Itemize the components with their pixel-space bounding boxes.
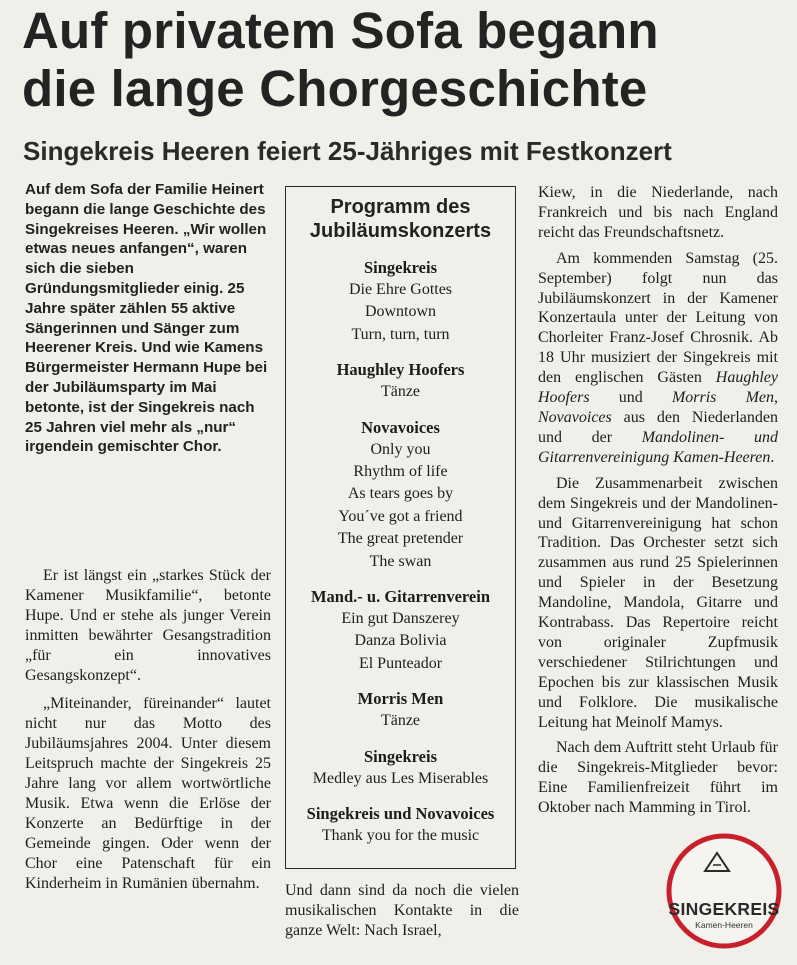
text-run: . — [770, 448, 775, 466]
logo-ring-icon — [665, 831, 783, 951]
program-list — [286, 257, 515, 848]
program-title-line-2: Jubiläumskonzerts — [309, 220, 492, 242]
singekreis-logo — [665, 831, 783, 951]
program-title — [286, 195, 515, 243]
lead-text: Auf dem Sofa der Familie Heinert begann die lange Geschichte des Singekreises Heeren. „Wir wollen etwas neues anfangen“, waren sich die sieben Gründungsmitglieder einig. 25 Jahre später zählen 55 aktive Sängerinnen und Sänger zum Heerener Kreis. Und wie Kamens Bürgermeister Hermann Hupe bei der Jubiläumsparty im Mai betonte, ist der Singekreis nach 25 Jahren viel mehr als „nur“ irgendein gemischter Chor. — [25, 181, 268, 456]
program-group-name: Haughley Hoofers — [336, 360, 465, 380]
program-group — [286, 586, 515, 675]
paragraph: Die Zusammenarbeit zwischen dem Singekreis und der Mandolinen- und Gitarrenvereinigung hat schon Tradition. Das Orchester setzt sich zusammen aus rund 25 Spielerinnen und Spieler in der Besetzung Mandoline, Mandola, Gitarre und Kontrabass. Das Repertoire reicht von originaler Zupfmusik verschiedener Stilrichtungen und Epochen bis zur klassischen Musik und Folklore. Die musikalische Leitung hat Meinolf Mamys. — [538, 474, 778, 731]
paragraph: Er ist längst ein „starkes Stück der Kamener Musikfamilie“, betonte Hupe. Und er stehe als junger Verein inmitten bewährter Gesangstradition „für ein innovatives Gesangskonzept“. — [25, 567, 271, 684]
program-group-name: Mand.- u. Gitarrenverein — [310, 587, 491, 607]
headline — [22, 2, 792, 118]
logo-subtitle: Kamen-Heeren — [695, 919, 753, 930]
program-group — [286, 359, 515, 403]
program-item: Medley aus Les Miserables — [312, 769, 489, 787]
headline-line-1: Auf privatem Sofa begann — [22, 2, 659, 59]
program-item: As tears goes by — [347, 485, 454, 503]
text-run: aus den Niederlanden und der — [538, 408, 778, 446]
paragraph: „Miteinander, füreinander“ lautet nicht nur das Motto des Jubiläumsjahres 2004. Unter diesem Leitspruch machte der Singekreis 25 Jahre lang vor allem wortwörtliche Musik. Etwa wenn die Erlöse der Konzerte an Bedürftige in der Gemeinde gingen. Oder wenn der Chor eine Patenschaft für ein Kinderheim in Rumänien übernahm. — [25, 695, 271, 892]
program-item: Thank you for the music — [321, 827, 480, 845]
program-item: Tänze — [380, 383, 421, 401]
program-group — [286, 803, 515, 847]
program-group-name: Singekreis — [363, 746, 438, 766]
program-item: Ein gut Danszerey — [341, 610, 460, 628]
program-item: Tänze — [380, 712, 421, 730]
program-group-name: Morris Men — [357, 689, 444, 709]
program-group-name: Singekreis — [363, 258, 438, 277]
program-title-line-1: Programm des — [330, 196, 471, 218]
program-group — [286, 746, 515, 790]
program-group — [286, 417, 515, 573]
guest-name: Haughley Hoofers — [538, 369, 778, 407]
program-item: Danza Bolivia — [354, 632, 447, 650]
program-item: You´ve got a friend — [338, 507, 463, 525]
program-item: The swan — [369, 552, 432, 570]
paragraph: Nach dem Auftritt steht Urlaub für die Singekreis-Mitglieder bevor: Eine Familienfreizeit führt im Oktober nach Mamming in Tirol. — [538, 739, 778, 817]
paragraph: Kiew, in die Niederlande, nach Frankreich und bis nach England reicht das Freundschaftsnetz. — [538, 184, 778, 241]
program-item: The great pretender — [337, 530, 464, 548]
paragraph — [538, 249, 778, 468]
program-item: Only you — [370, 440, 431, 458]
program-group — [286, 257, 515, 346]
program-box — [285, 186, 516, 869]
program-group — [286, 688, 515, 732]
program-item: Downtown — [364, 303, 437, 321]
guest-name: Mandolinen- und Gitarrenvereinigung Kamen-Heeren — [538, 428, 778, 466]
program-group-name: Singekreis und Novavoices — [306, 804, 495, 824]
column-middle-text — [285, 881, 519, 941]
column-right — [538, 183, 778, 818]
logo-name: SINGEKREIS — [668, 898, 780, 919]
paragraph: Und dann sind da noch die vielen musikalischen Kontakte in die ganze Welt: Nach Israel, — [285, 882, 519, 939]
program-group-name: Novavoices — [361, 417, 440, 437]
text-run: und — [589, 389, 672, 407]
program-item: El Punteador — [358, 654, 443, 672]
guest-name: Novavoices — [538, 408, 612, 426]
subheadline: Singekreis Heeren feiert 25-Jähriges mit Festkonzert — [23, 136, 672, 166]
lead-paragraph — [25, 180, 271, 457]
guest-name: Morris Men — [671, 389, 775, 407]
program-item: Die Ehre Gottes — [348, 281, 453, 298]
text-run: Am kommenden Samstag (25. September) folgt nun das Jubiläumskonzert in der Kamener Konzertaula unter der Leitung von Chorleiter Franz-Josef Chrosnik. Ab 18 Uhr musiziert der Singekreis mit den englischen Gästen — [538, 249, 778, 387]
headline-line-2: die lange Chorgeschichte — [22, 60, 648, 117]
program-item: Rhythm of life — [353, 463, 448, 481]
column-left — [25, 566, 271, 894]
program-item: Turn, turn, turn — [351, 325, 450, 343]
text-run: , — [774, 389, 779, 407]
